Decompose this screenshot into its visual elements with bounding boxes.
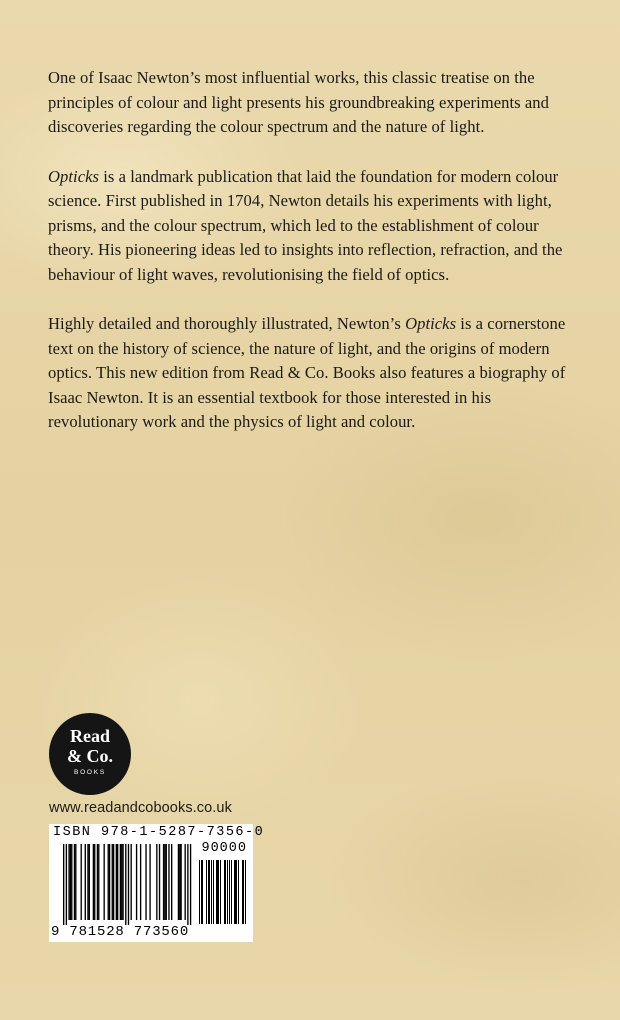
addon-bar — [202, 860, 203, 924]
blurb-paragraph-2 — [48, 165, 578, 288]
barcode-bar — [74, 844, 75, 920]
barcode-bar — [94, 844, 95, 920]
publisher-website: www.readandcobooks.co.uk — [49, 800, 232, 816]
isbn-label: ISBN 978-1-5287-7356-0 — [53, 825, 265, 840]
barcode-bar — [128, 844, 129, 925]
addon-bar — [231, 860, 232, 924]
addon-bar — [208, 860, 209, 924]
barcode-bar — [109, 844, 110, 920]
barcode-bar — [112, 844, 113, 920]
blurb-paragraph-1-text: One of Isaac Newton’s most influential works, this classic treatise on the principles of colour and light presents his groundbreaking experiments and discoveries regarding the colour spectrum and the nature of light. — [48, 68, 549, 136]
barcode-bar — [93, 844, 94, 920]
addon-bar — [220, 860, 221, 924]
addon-bar — [218, 860, 219, 924]
barcode-bar — [120, 844, 121, 920]
barcode-bar — [68, 844, 69, 920]
addon-bar — [201, 860, 202, 924]
barcode-bar — [164, 844, 165, 920]
barcode-bar — [89, 844, 90, 920]
publisher-logo-line-2: & Co. — [67, 746, 113, 766]
addon-bar — [242, 860, 243, 924]
addon-bar — [227, 860, 228, 924]
back-cover-blurb — [48, 66, 578, 460]
addon-bar — [213, 860, 214, 924]
ean-digits: 9 781528 773560 — [51, 924, 190, 940]
barcode-bar — [185, 844, 186, 920]
barcode-bar — [190, 844, 191, 925]
publisher-logo — [49, 713, 131, 795]
addon-bar — [243, 860, 244, 924]
barcode-bar — [70, 844, 71, 920]
addon-bar — [217, 860, 218, 924]
barcode-bar — [85, 844, 86, 920]
barcode-bar — [122, 844, 123, 920]
blurb-paragraph-3-start: Highly detailed and thoroughly illustrated, Newton’s — [48, 314, 406, 333]
barcode-bar — [159, 844, 160, 920]
barcode-bar — [180, 844, 181, 920]
barcode-bar — [75, 844, 76, 920]
barcode-bar — [87, 844, 88, 920]
barcode-bar — [117, 844, 118, 920]
barcode-bar — [140, 844, 141, 920]
price-code: 90000 — [201, 841, 247, 856]
barcode-bar — [63, 844, 64, 925]
barcode-bar — [113, 844, 114, 920]
barcode-bar — [121, 844, 122, 920]
barcode-bar — [187, 844, 188, 925]
addon-bar — [199, 860, 200, 924]
addon-bar — [209, 860, 210, 924]
barcode-bar — [125, 844, 126, 925]
blurb-paragraph-3 — [48, 312, 578, 435]
barcode-bar — [81, 844, 82, 920]
barcode-bar — [97, 844, 98, 920]
addon-bar — [236, 860, 237, 924]
addon-bar — [224, 860, 225, 924]
barcode-bar — [71, 844, 72, 920]
barcode-bar — [136, 844, 137, 920]
barcode-bar — [163, 844, 164, 920]
barcode-bar — [166, 844, 167, 920]
barcode-bar — [66, 844, 67, 925]
book-title-italic: Opticks — [48, 166, 100, 186]
barcode-bar — [116, 844, 117, 920]
addon-bar — [225, 860, 226, 924]
barcode-bar — [98, 844, 99, 920]
isbn-barcode — [49, 824, 265, 942]
barcode-bar — [104, 844, 105, 920]
barcode-bar — [108, 844, 109, 920]
barcode-bar — [171, 844, 172, 920]
publisher-logo-line-3: BOOKS — [73, 769, 107, 776]
blurb-paragraph-3-rest: is a cornerstone text on the history of science, the nature of light, and the origins of modern optics. This new edition from Read & Co. Books also features a biography of Isaac Newton. It is an essential textbook for those interested in his revolutionary work and the physics of light and colour. — [48, 314, 566, 431]
addon-bar — [216, 860, 217, 924]
barcode-bar — [149, 844, 150, 920]
addon-bar — [238, 860, 239, 924]
addon-bar — [235, 860, 236, 924]
addon-bar — [206, 860, 207, 924]
book-title-italic: Opticks — [405, 314, 457, 333]
barcode-bar — [178, 844, 179, 920]
barcode-bar — [179, 844, 180, 920]
barcode-bar — [168, 844, 169, 920]
barcode-bar — [145, 844, 146, 920]
barcode-bar — [131, 844, 132, 920]
barcode-bar — [156, 844, 157, 920]
addon-bar — [229, 860, 230, 924]
blurb-paragraph-2-text: is a landmark publication that laid the foundation for modern colour science. First published in 1704, Newton details his experiments with light, prisms, and the colour spectrum, which led to the establishment of colour theory. His pioneering ideas led to insights into reflection, refraction, and the behaviour of light waves, revolutionising the field of optics. — [48, 166, 563, 284]
publisher-logo-line-1: Read — [70, 726, 110, 746]
addon-bar — [245, 860, 246, 924]
addon-bar — [211, 860, 212, 924]
blurb-paragraph-1 — [48, 66, 578, 140]
addon-bar — [234, 860, 235, 924]
